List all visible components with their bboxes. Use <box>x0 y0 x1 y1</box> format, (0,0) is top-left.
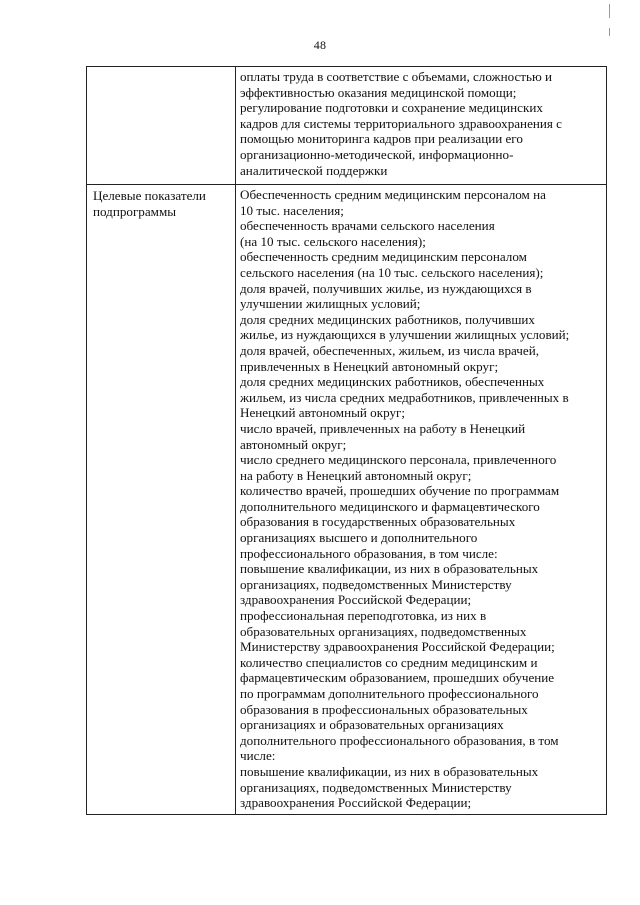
row-content-line: дополнительного профессионального образования, в том <box>240 732 559 748</box>
program-passport-table <box>86 66 607 815</box>
row-content-line: повышение квалификации, из них в образовательных <box>240 561 539 577</box>
row-content-line: жилье, из нуждающихся в улучшении жилищных условий; <box>240 327 570 343</box>
row-content-line: регулирование подготовки и сохранение медицинских <box>240 100 543 116</box>
row-content-line: организациях, подведомственных Министерству <box>240 779 512 795</box>
row-content-line: Обеспеченность средним медицинским персоналом на <box>240 187 546 202</box>
row-content-line: количество специалистов со средним медицинским и <box>240 654 538 670</box>
row-content-line: образовательных организациях, подведомственных <box>240 623 527 639</box>
row-content-line: улучшении жилищных условий; <box>240 296 421 312</box>
row-content-line: число среднего медицинского персонала, привлеченного <box>240 452 557 468</box>
row-content-line: образования в профессиональных образовательных <box>240 701 528 717</box>
row-content-line: эффективностью оказания медицинской помощи; <box>240 84 517 100</box>
row-content-cell <box>236 185 607 815</box>
page-number: 48 <box>313 38 327 52</box>
row-content-line: образования в государственных образовательных <box>240 514 516 530</box>
row-content-line: помощью мониторинга кадров при реализации его <box>240 131 523 147</box>
row-content-line: Ненецкий автономный округ; <box>240 405 406 421</box>
row-content-line: организациях высшего и дополнительного <box>240 530 478 546</box>
row-content-line: профессиональная переподготовка, из них в <box>240 608 487 624</box>
row-content-line: на работу в Ненецкий автономный округ; <box>240 467 472 483</box>
row-content-line: Министерству здравоохранения Российской Федерации; <box>240 639 555 655</box>
row-content-line: доля врачей, обеспеченных, жильем, из числа врачей, <box>240 342 539 358</box>
row-content-line: по программам дополнительного профессионального <box>240 686 539 701</box>
scan-artifact-mark <box>609 4 610 18</box>
row-content-cell <box>236 67 607 185</box>
row-content-line: доля средних медицинских работников, получивших <box>240 311 535 327</box>
scan-artifact-mark <box>609 28 610 36</box>
row-label-line: подпрограммы <box>93 203 177 219</box>
row-content-line: организационно-методической, информационно- <box>240 146 514 162</box>
row-content-line: организациях, подведомственных Министерству <box>240 576 512 592</box>
row-label-line: Целевые показатели <box>93 188 206 203</box>
row-content-line: привлеченных в Ненецкий автономный округ; <box>240 358 499 374</box>
row-content-line: повышение квалификации, из них в образовательных <box>240 763 539 779</box>
row-content-line: жильем, из числа средних медработников, привлеченных в <box>240 389 569 405</box>
row-content-line: аналитической поддержки <box>240 162 388 178</box>
row-content-line: доля врачей, получивших жилье, из нуждающихся в <box>240 280 532 296</box>
row-content-line: число врачей, привлеченных на работу в Ненецкий <box>240 420 526 436</box>
row-content-line: обеспеченность средним медицинским персоналом <box>240 249 527 265</box>
row-content-line: организациях и образовательных организациях <box>240 717 504 733</box>
row-content-line: оплаты труда в соответствие с объемами, сложностью и <box>240 69 553 84</box>
table-row <box>87 185 607 815</box>
row-label-cell <box>87 185 236 815</box>
row-content-line: обеспеченность врачами сельского населения <box>240 218 495 234</box>
row-label-cell <box>87 67 236 185</box>
row-content-line: доля средних медицинских работников, обеспеченных <box>240 374 545 390</box>
row-content-line: фармацевтическим образованием, прошедших обучение <box>240 670 555 686</box>
row-content-line: количество врачей, прошедших обучение по программам <box>240 483 560 499</box>
row-content-line: дополнительного медицинского и фармацевтического <box>240 498 540 514</box>
row-content-line: числе: <box>240 748 276 764</box>
row-content-line: здравоохранения Российской Федерации; <box>240 795 472 811</box>
row-content-line: здравоохранения Российской Федерации; <box>240 592 472 608</box>
row-content-line: автономный округ; <box>240 436 347 452</box>
row-content-line: профессионального образования, в том числе: <box>240 545 498 561</box>
table-row <box>87 67 607 185</box>
row-content-line: кадров для системы территориального здравоохранения с <box>240 115 562 131</box>
row-content-line: (на 10 тыс. сельского населения); <box>240 233 426 249</box>
row-content-line: 10 тыс. населения; <box>240 202 344 218</box>
row-content-line: сельского населения (на 10 тыс. сельского населения); <box>240 264 544 280</box>
